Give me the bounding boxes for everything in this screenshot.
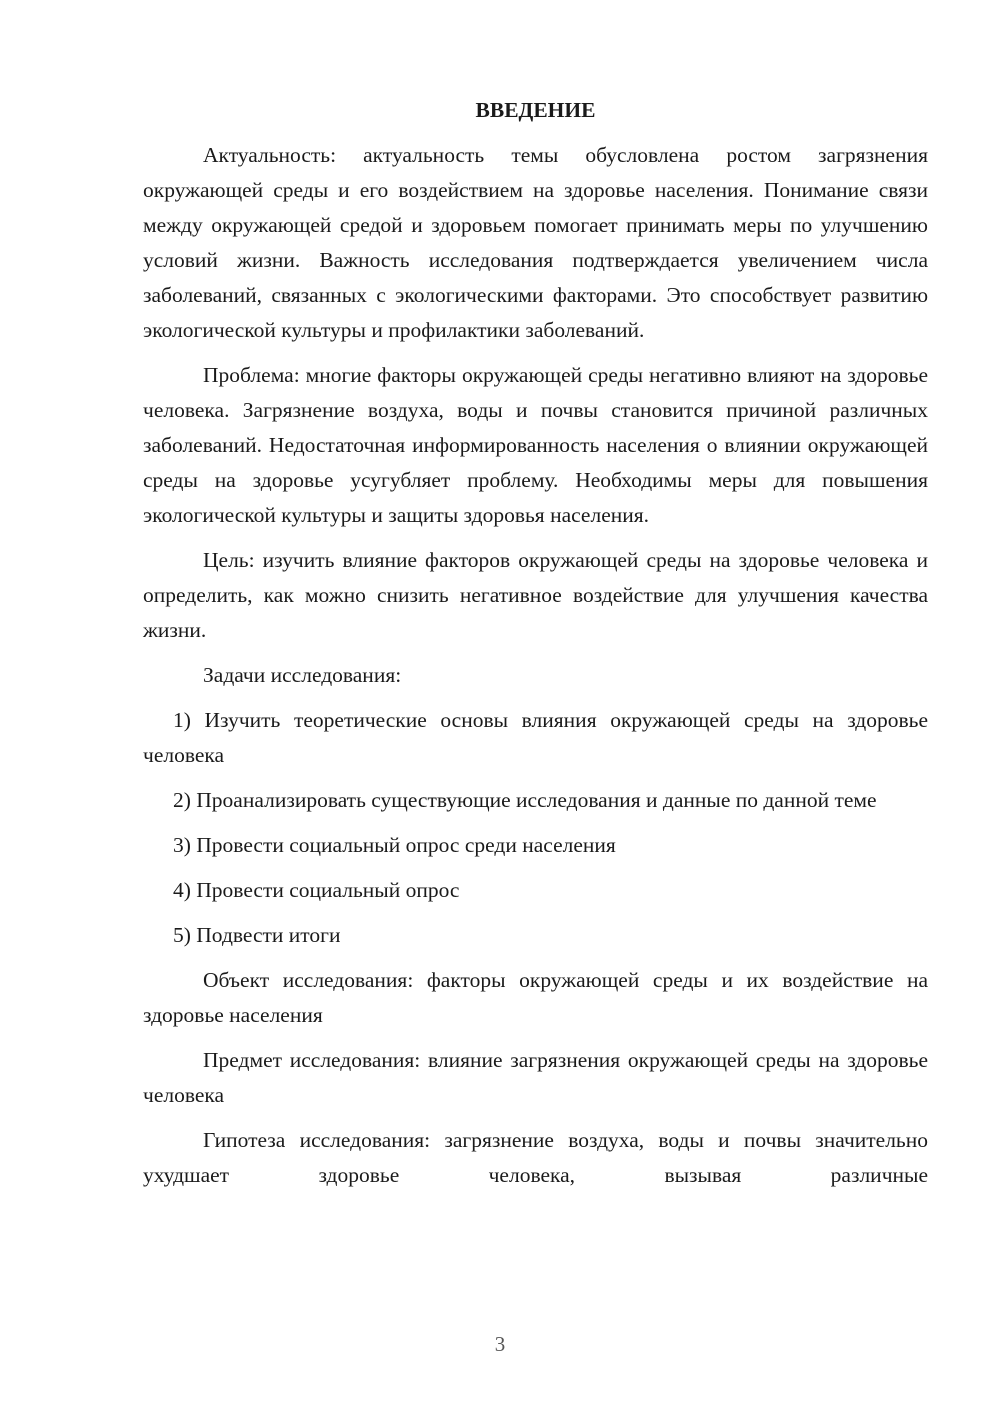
paragraph-tasks-heading: Задачи исследования: — [203, 663, 402, 687]
list-item-task-4: 4) Провести социальный опрос — [173, 878, 460, 902]
page-number: 3 — [494, 1332, 506, 1356]
list-item-task-2: 2) Проанализировать существующие исследования и данные по данной теме — [173, 788, 877, 812]
paragraph-object: Объект исследования: факторы окружающей среды и их воздействие на здоровье населения — [143, 968, 928, 1027]
page-title: ВВЕДЕНИЕ — [475, 98, 596, 122]
paragraph-hypothesis: Гипотеза исследования: загрязнение воздуха, воды и почвы значительно ухудшает здоровье человека, вызывая различные — [143, 1128, 928, 1187]
list-item-task-1: 1) Изучить теоретические основы влияния окружающей среды на здоровье человека — [143, 708, 928, 767]
paragraph-goal: Цель: изучить влияние факторов окружающей среды на здоровье человека и определить, как можно снизить негативное воздействие для улучшения качества жизни. — [143, 548, 928, 642]
paragraph-relevance: Актуальность: актуальность темы обусловлена ростом загрязнения окружающей среды и его воздействием на здоровье населения. Понимание связи между окружающей средой и здоровьем помогает принимать меры по улучшению условий жизни. Важность исследования подтверждается увеличением числа заболеваний, связанных с экологическими факторами. Это способствует развитию экологической культуры и профилактики заболеваний. — [143, 143, 928, 342]
paragraph-problem: Проблема: многие факторы окружающей среды негативно влияют на здоровье человека. Загрязнение воздуха, воды и почвы становится причиной различных заболеваний. Недостаточная информированность населения о влиянии окружающей среды на здоровье усугубляет проблему. Необходимы меры для повышения экологической культуры и защиты здоровья населения. — [143, 363, 928, 527]
list-item-task-3: 3) Провести социальный опрос среди населения — [173, 833, 616, 857]
list-item-task-5: 5) Подвести итоги — [173, 923, 341, 947]
paragraph-subject: Предмет исследования: влияние загрязнения окружающей среды на здоровье человека — [143, 1048, 928, 1107]
document-page — [143, 92, 928, 1203]
